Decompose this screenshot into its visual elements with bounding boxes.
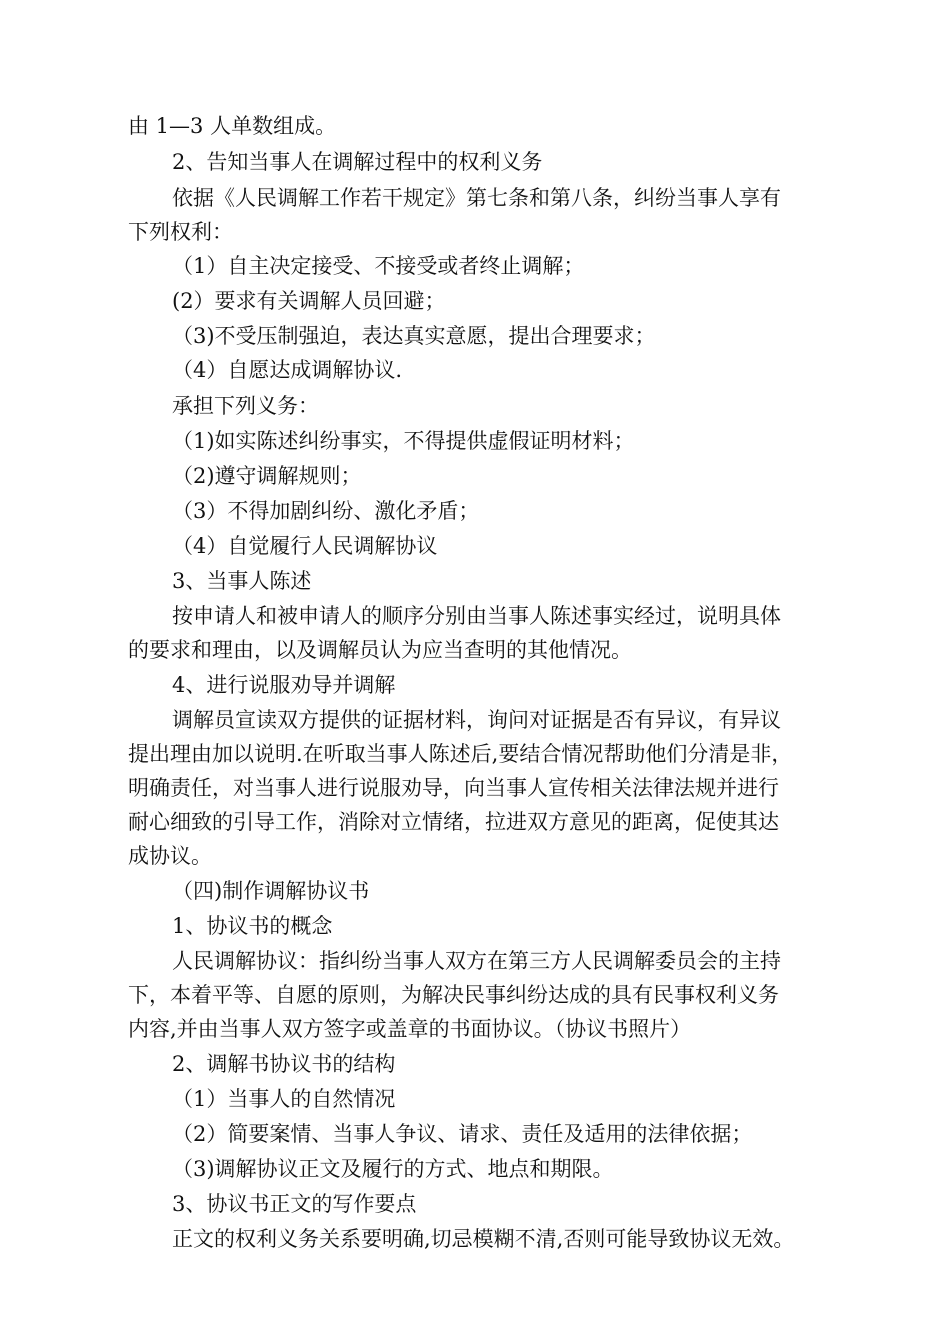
- list-item: （1）当事人的自然情况: [172, 1087, 396, 1111]
- section-heading: 2、调解书协议书的结构: [172, 1052, 396, 1076]
- section-heading: 3、当事人陈述: [172, 569, 312, 593]
- paragraph-line: 调解员宣读双方提供的证据材料，询问对证据是否有异议，有异议: [172, 708, 781, 732]
- paragraph-line: 正文的权利义务关系要明确,切忌模糊不清,否则可能导致协议无效。: [172, 1227, 795, 1251]
- paragraph-line: 耐心细致的引导工作，消除对立情绪，拉进双方意见的距离，促使其达: [128, 810, 779, 834]
- list-item: （2)遵守调解规则；: [172, 464, 362, 488]
- section-heading: 2、告知当事人在调解过程中的权利义务: [172, 150, 543, 174]
- list-item: （3）不得加剧纠纷、激化矛盾；: [172, 499, 480, 523]
- paragraph-line: 成协议。: [128, 844, 212, 868]
- paragraph-line: 提出理由加以说明.在听取当事人陈述后,要结合情况帮助他们分清是非，: [128, 742, 793, 766]
- list-item: （3)不受压制强迫，表达真实意愿，提出合理要求；: [172, 324, 656, 348]
- list-item: （4）自觉履行人民调解协议: [172, 534, 438, 558]
- list-item: (2）要求有关调解人员回避；: [172, 289, 446, 313]
- paragraph-line: 下列权利：: [128, 220, 233, 244]
- section-heading: （四)制作调解协议书: [172, 879, 370, 903]
- list-item: （3)调解协议正文及履行的方式、地点和期限。: [172, 1157, 614, 1181]
- paragraph-line: 的要求和理由，以及调解员认为应当查明的其他情况。: [128, 638, 632, 662]
- paragraph-line: 内容,并由当事人双方签字或盖章的书面协议。（协议书照片）: [128, 1017, 692, 1041]
- paragraph-line: 依据《人民调解工作若干规定》第七条和第八条，纠纷当事人享有: [172, 186, 781, 210]
- paragraph-line: 由 1—3 人单数组成。: [128, 114, 337, 138]
- list-item: （1)如实陈述纠纷事实，不得提供虚假证明材料；: [172, 429, 635, 453]
- paragraph-line: 按申请人和被申请人的顺序分别由当事人陈述事实经过，说明具体: [172, 604, 781, 628]
- list-item: （1）自主决定接受、不接受或者终止调解；: [172, 254, 585, 278]
- paragraph-line: 承担下列义务：: [172, 394, 319, 418]
- list-item: （4）自愿达成调解协议.: [172, 358, 403, 382]
- paragraph-line: 人民调解协议：指纠纷当事人双方在第三方人民调解委员会的主持: [172, 949, 781, 973]
- section-heading: 3、协议书正文的写作要点: [172, 1192, 417, 1216]
- section-heading: 4、进行说服劝导并调解: [172, 673, 396, 697]
- list-item: （2）简要案情、当事人争议、请求、责任及适用的法律依据；: [172, 1122, 753, 1146]
- paragraph-line: 下，本着平等、自愿的原则，为解决民事纠纷达成的具有民事权利义务: [128, 983, 779, 1007]
- paragraph-line: 明确责任，对当事人进行说服劝导，向当事人宣传相关法律法规并进行: [128, 776, 779, 800]
- section-heading: 1、协议书的概念: [172, 914, 333, 938]
